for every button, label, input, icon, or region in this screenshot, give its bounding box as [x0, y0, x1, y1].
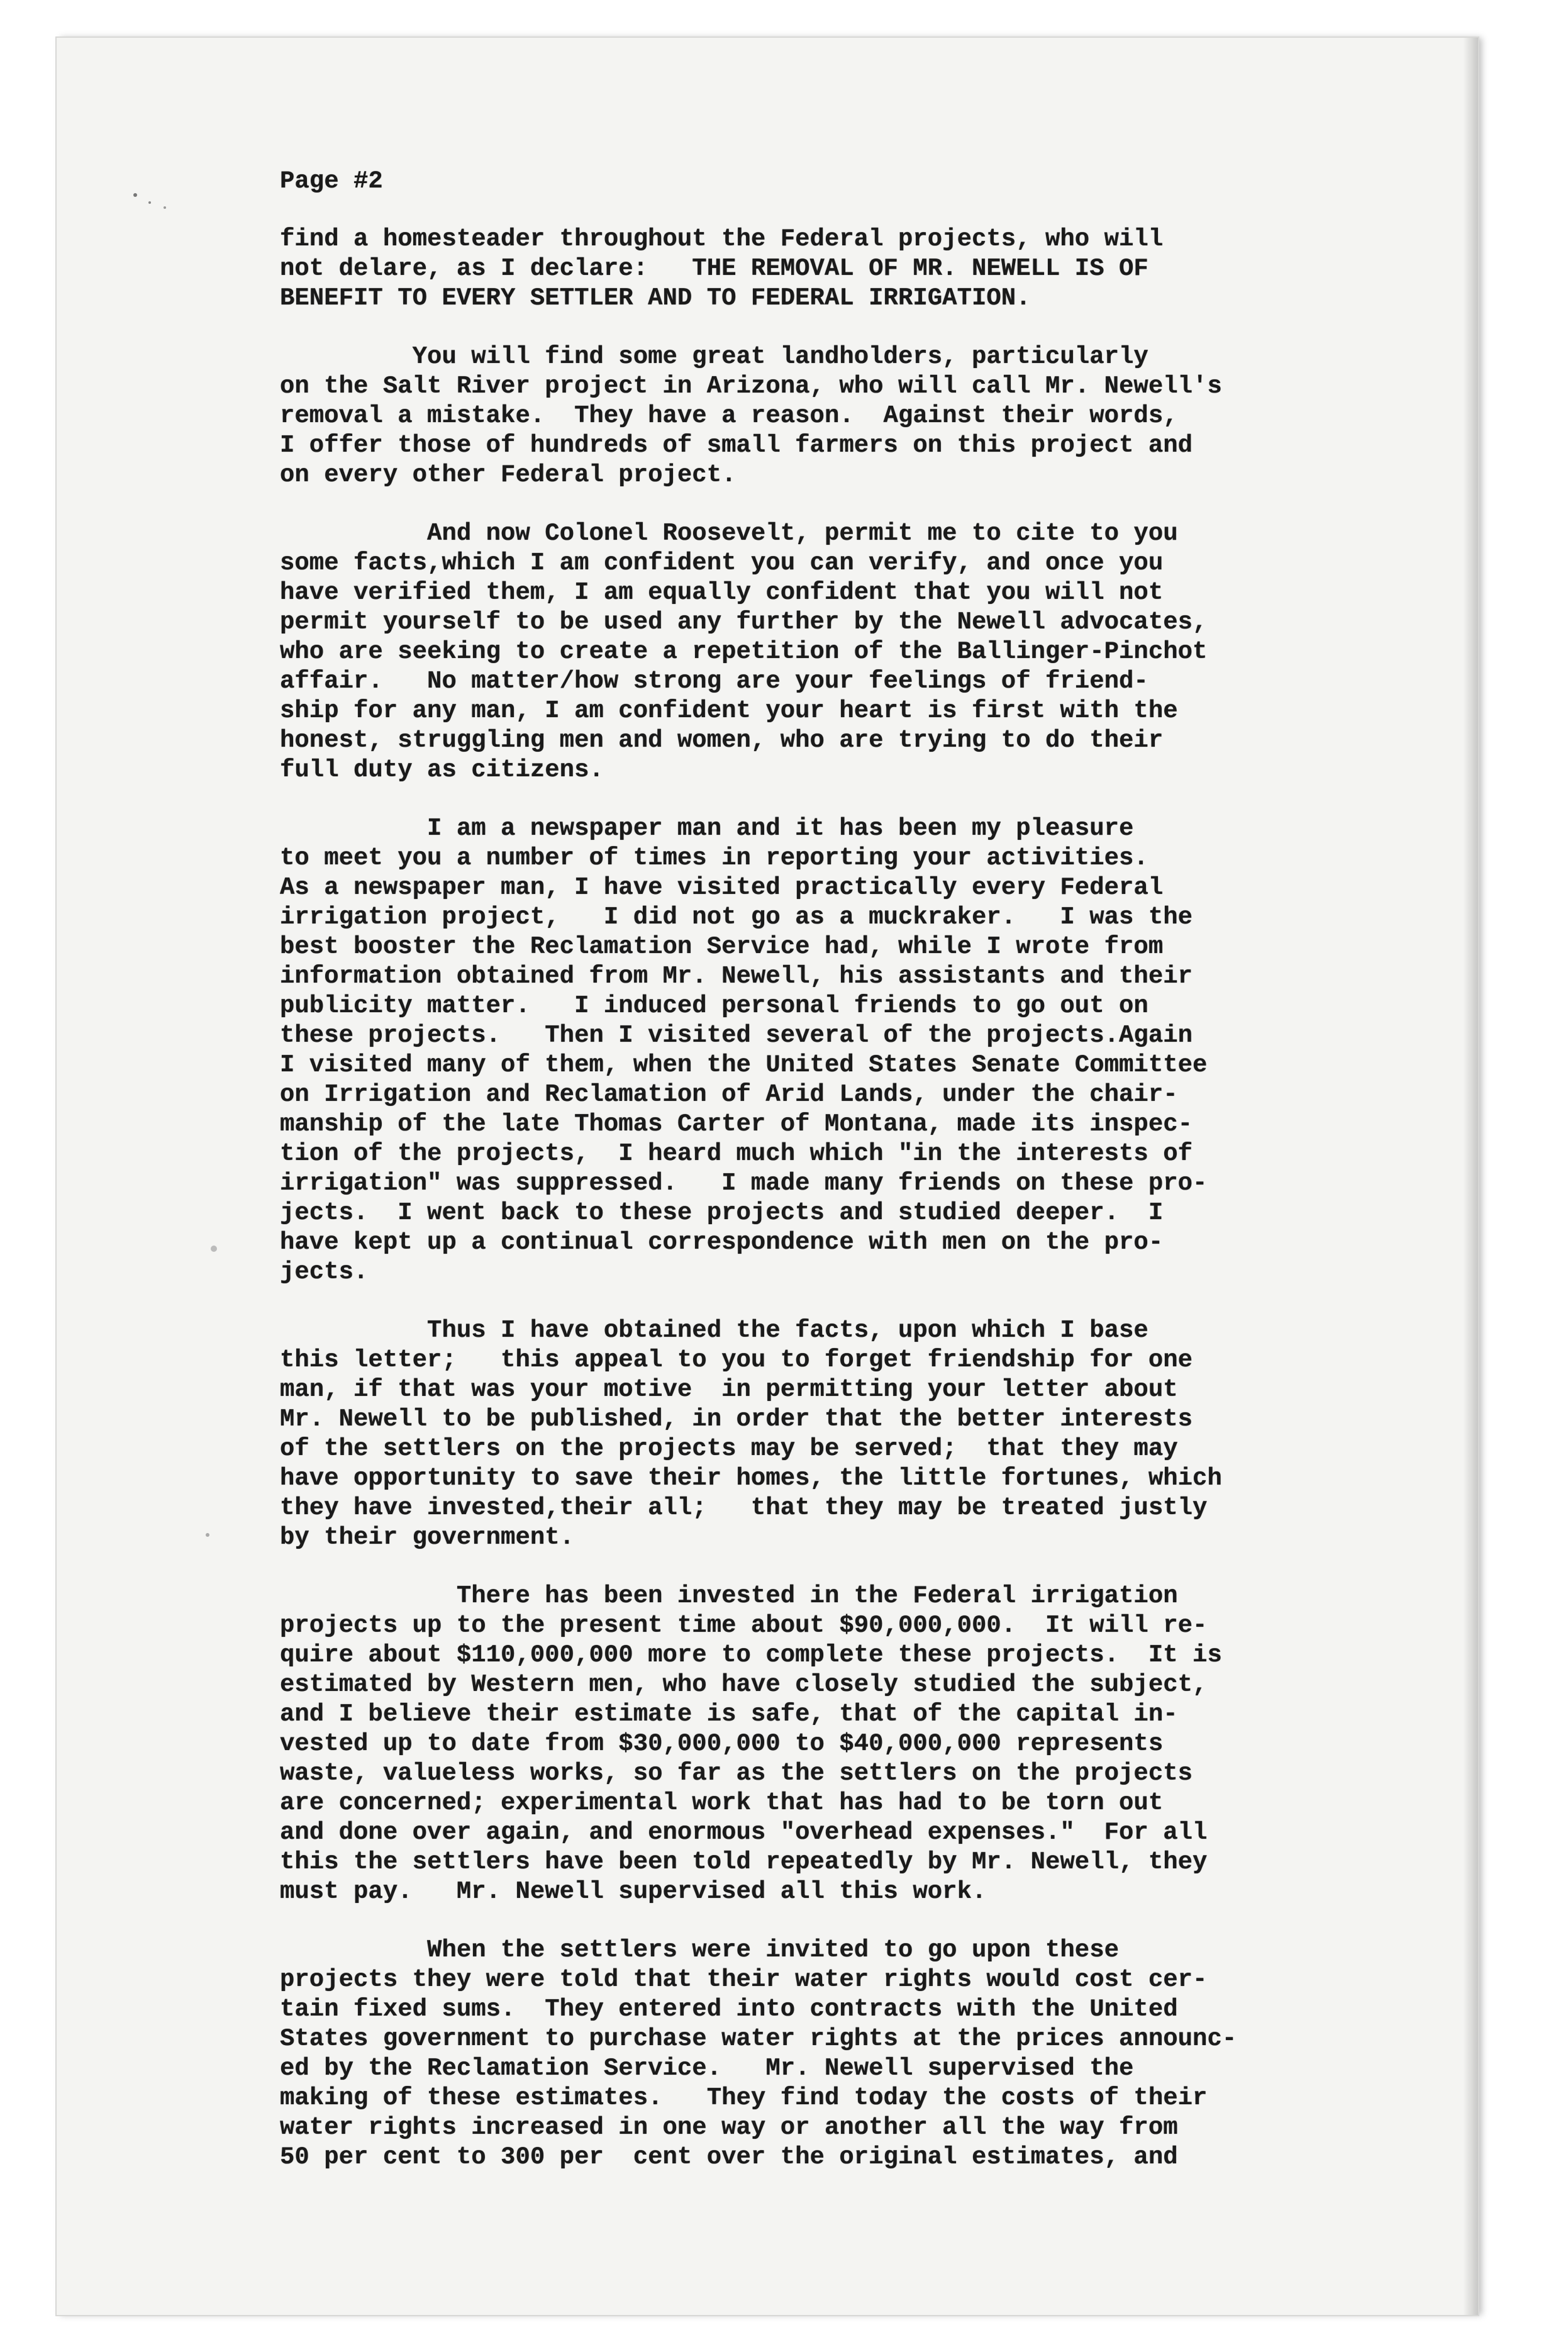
- text-line: have kept up a continual correspondence with men on the pro-: [280, 1229, 1164, 1256]
- text-line: have verified them, I am equally confident that you will not: [280, 579, 1164, 606]
- text-line: irrigation project, I did not go as a muckraker. I was the: [280, 903, 1193, 931]
- text-line: to meet you a number of times in reporting your activities.: [280, 844, 1148, 872]
- letter-body: [280, 167, 1399, 2201]
- text-line: When the settlers were invited to go upon these: [280, 1936, 1120, 1964]
- text-line: this the settlers have been told repeatedly by Mr. Newell, they: [280, 1848, 1208, 1876]
- text-line: information obtained from Mr. Newell, his assistants and their: [280, 962, 1193, 990]
- text-line: Mr. Newell to be published, in order that the better interests: [280, 1405, 1193, 1433]
- paragraph-5: [280, 1316, 1399, 1553]
- text-line: publicity matter. I induced personal friends to go out on: [280, 992, 1148, 1020]
- text-line: water rights increased in one way or another all the way from: [280, 2114, 1178, 2141]
- text-line: estimated by Western men, who have closely studied the subject,: [280, 1671, 1208, 1698]
- text-line: this letter; this appeal to you to forget friendship for one: [280, 1346, 1193, 1374]
- text-line: I offer those of hundreds of small farmers on this project and: [280, 432, 1193, 459]
- text-line: irrigation" was suppressed. I made many friends on these pro-: [280, 1169, 1208, 1197]
- text-line: States government to purchase water rights at the prices announc-: [280, 2025, 1237, 2053]
- paragraph-container: [280, 225, 1399, 2172]
- text-line: best booster the Reclamation Service had, while I wrote from: [280, 933, 1164, 961]
- paragraph-7: [280, 1936, 1399, 2172]
- text-line: and done over again, and enormous "overhead expenses." For all: [280, 1819, 1208, 1846]
- text-line: 50 per cent to 300 per cent over the original estimates, and: [280, 2143, 1178, 2171]
- text-line: Thus I have obtained the facts, upon which I base: [280, 1317, 1148, 1344]
- text-line: jects. I went back to these projects and studied deeper. I: [280, 1199, 1164, 1227]
- text-line: these projects. Then I visited several of the projects.Again: [280, 1022, 1193, 1049]
- text-line: on every other Federal project.: [280, 461, 737, 489]
- text-line: making of these estimates. They find today the costs of their: [280, 2084, 1208, 2112]
- text-line: affair. No matter/how strong are your feelings of friend-: [280, 667, 1148, 695]
- paragraph-4: [280, 814, 1399, 1287]
- text-line: man, if that was your motive in permitting your letter about: [280, 1376, 1178, 1403]
- text-line: manship of the late Thomas Carter of Montana, made its inspec-: [280, 1110, 1193, 1138]
- text-line: ship for any man, I am confident your heart is first with the: [280, 697, 1178, 725]
- text-line: must pay. Mr. Newell supervised all this work.: [280, 1878, 987, 1905]
- text-line: removal a mistake. They have a reason. Against their words,: [280, 402, 1178, 430]
- text-line: projects up to the present time about $90,000,000. It will re-: [280, 1612, 1208, 1639]
- text-line: they have invested,their all; that they may be treated justly: [280, 1494, 1208, 1522]
- text-line: on the Salt River project in Arizona, who will call Mr. Newell's: [280, 372, 1222, 400]
- text-line: waste, valueless works, so far as the settlers on the projects: [280, 1759, 1193, 1787]
- text-line: vested up to date from $30,000,000 to $40,000,000 represents: [280, 1730, 1164, 1758]
- text-line: tain fixed sums. They entered into contracts with the United: [280, 1995, 1178, 2023]
- paragraph-2: [280, 342, 1399, 490]
- text-line: permit yourself to be used any further by the Newell advocates,: [280, 608, 1208, 636]
- text-line: There has been invested in the Federal irrigation: [280, 1582, 1178, 1610]
- text-line: projects they were told that their water rights would cost cer-: [280, 1966, 1208, 1993]
- page-number-label: Page #2: [280, 167, 383, 195]
- text-line: As a newspaper man, I have visited practically every Federal: [280, 874, 1164, 901]
- text-line: not delare, as I declare: THE REMOVAL OF MR. NEWELL IS OF: [280, 255, 1148, 282]
- text-line: are concerned; experimental work that has had to be torn out: [280, 1789, 1164, 1817]
- text-line: full duty as citizens.: [280, 756, 604, 784]
- text-line: on Irrigation and Reclamation of Arid Lands, under the chair-: [280, 1081, 1178, 1108]
- text-line: I visited many of them, when the United States Senate Committee: [280, 1051, 1208, 1079]
- text-line: find a homesteader throughout the Federal projects, who will: [280, 225, 1164, 253]
- text-line: ed by the Reclamation Service. Mr. Newell supervised the: [280, 2055, 1134, 2082]
- text-line: And now Colonel Roosevelt, permit me to cite to you: [280, 520, 1178, 547]
- text-line: who are seeking to create a repetition of the Ballinger-Pinchot: [280, 638, 1208, 666]
- text-line: tion of the projects, I heard much which "in the interests of: [280, 1140, 1193, 1168]
- paragraph-1: [280, 225, 1399, 313]
- text-line: You will find some great landholders, particularly: [280, 343, 1148, 371]
- text-line: by their government.: [280, 1524, 575, 1551]
- text-line: and I believe their estimate is safe, that of the capital in-: [280, 1700, 1178, 1728]
- text-line: BENEFIT TO EVERY SETTLER AND TO FEDERAL IRRIGATION.: [280, 284, 1031, 312]
- text-line: I am a newspaper man and it has been my pleasure: [280, 815, 1134, 842]
- paragraph-6: [280, 1581, 1399, 1907]
- text-line: some facts,which I am confident you can verify, and once you: [280, 549, 1164, 577]
- text-line: jects.: [280, 1258, 369, 1286]
- text-line: quire about $110,000,000 more to complete these projects. It is: [280, 1641, 1222, 1669]
- text-line: have opportunity to save their homes, the little fortunes, which: [280, 1464, 1222, 1492]
- document-page: [57, 38, 1478, 2315]
- text-line: honest, struggling men and women, who are trying to do their: [280, 727, 1164, 754]
- text-line: of the settlers on the projects may be served; that they may: [280, 1435, 1178, 1463]
- paragraph-3: [280, 519, 1399, 785]
